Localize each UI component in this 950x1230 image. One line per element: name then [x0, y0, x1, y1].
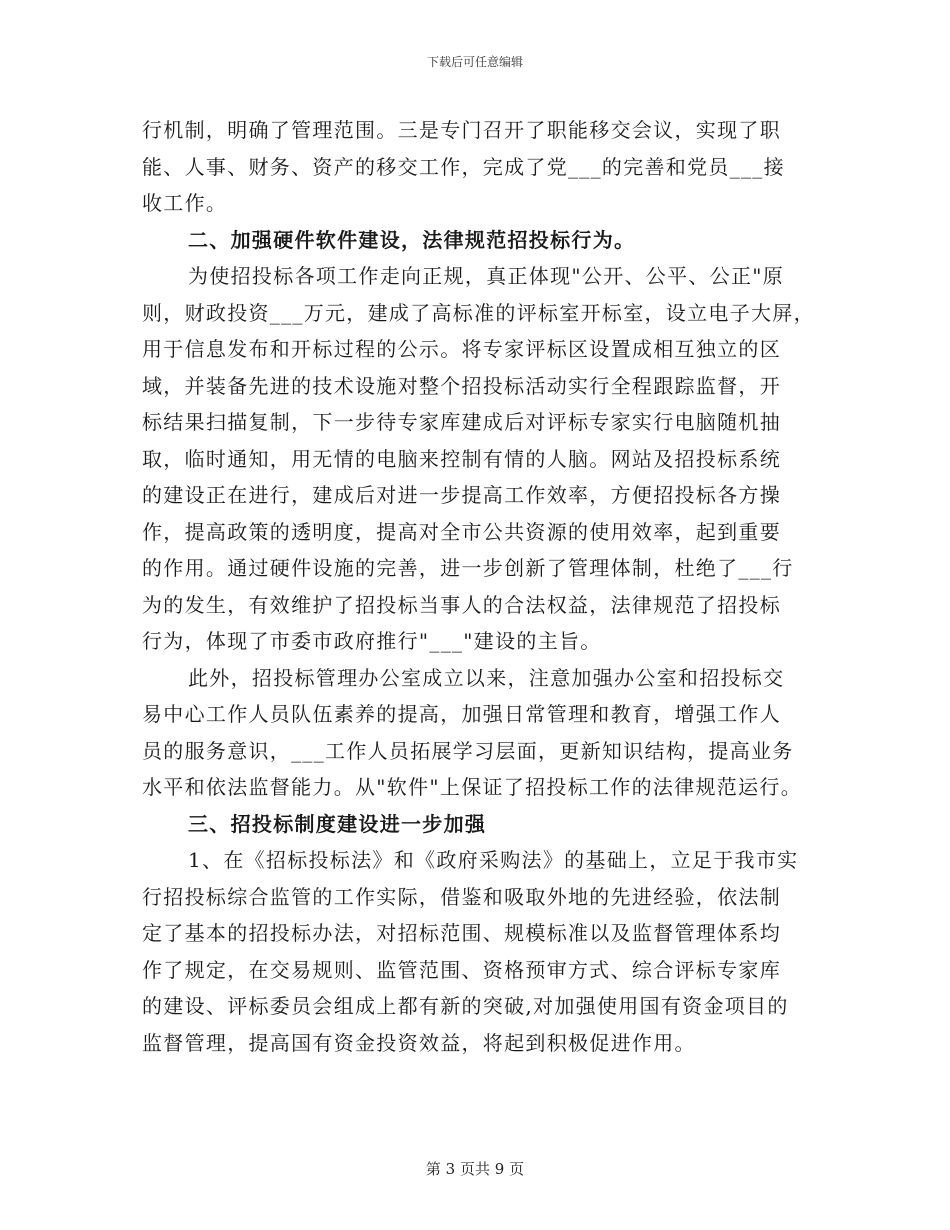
text-line: 则，财政投资___万元，建成了高标准的评标室开标室，设立电子大屏， [142, 300, 815, 325]
text-line: 用于信息发布和开标过程的公示。将专家评标区设置成相互独立的区 [142, 337, 781, 361]
text-line: 的建设、评标委员会组成上都有新的突破,对加强使用国有资金项目的 [142, 994, 789, 1018]
section-heading: 二、加强硬件软件建设，法律规范招投标行为。 [188, 227, 636, 252]
text-line: 作了规定，在交易规则、监管范围、资格预审方式、综合评标专家库 [142, 957, 781, 982]
text-line: 定了基本的招投标办法，对招标范围、规模标准以及监督管理体系均 [142, 921, 781, 945]
text-line: 行机制，明确了管理范围。三是专门召开了职能移交会议，实现了职 [142, 118, 781, 142]
text-line: 取，临时通知，用无情的电脑来控制有情的人脑。网站及招投标系统 [142, 446, 781, 471]
text-line: 的作用。通过硬件设施的完善，进一步创新了管理体制，杜绝了___行 [142, 556, 794, 580]
text-line: 域，并装备先进的技术设施对整个招投标活动实行全程跟踪监督，开 [142, 373, 781, 398]
text-line: 水平和依法监督能力。从"软件"上保证了招投标工作的法律规范运行。 [142, 775, 802, 799]
text-line: 收工作。 [142, 191, 228, 215]
text-line: 能、人事、财务、资产的移交工作，完成了党___的完善和党员___接 [142, 154, 785, 179]
text-line: 易中心工作人员队伍素养的提高，加强日常管理和教育，增强工作人 [142, 702, 781, 726]
page-number: 第 3 页共 9 页 [425, 1160, 525, 1178]
document-body [142, 112, 822, 1061]
text-line: 监督管理，提高国有资金投资效益，将起到积极促进作用。 [142, 1030, 696, 1055]
text-line: 作，提高政策的透明度，提高对全市公共资源的使用效率，起到重要 [142, 519, 781, 544]
text-line: 行为，体现了市委市政府推行"___"建设的主旨。 [142, 629, 602, 653]
header-note: 下载后可任意编辑 [426, 55, 523, 69]
section-heading: 三、招投标制度建设进一步加强 [188, 811, 487, 836]
text-line: 标结果扫描复制，下一步待专家库建成后对评标专家实行电脑随机抽 [142, 410, 781, 434]
text-line: 1、在《招标投标法》和《政府采购法》的基础上，立足于我市实 [188, 848, 799, 872]
text-line: 此外，招投标管理办公室成立以来，注意加强办公室和招投标交 [188, 665, 785, 690]
text-line: 员的服务意识，___工作人员拓展学习层面，更新知识结构，提高业务 [142, 738, 794, 763]
text-line: 为使招投标各项工作走向正规，真正体现"公开、公平、公正"原 [188, 264, 785, 288]
text-line: 为的发生，有效维护了招投标当事人的合法权益，法律规范了招投标 [142, 592, 781, 617]
text-line: 的建设正在进行，建成后对进一步提高工作效率，方便招投标各方操 [142, 483, 781, 507]
text-line: 行招投标综合监管的工作实际，借鉴和吸取外地的先进经验，依法制 [142, 884, 781, 909]
